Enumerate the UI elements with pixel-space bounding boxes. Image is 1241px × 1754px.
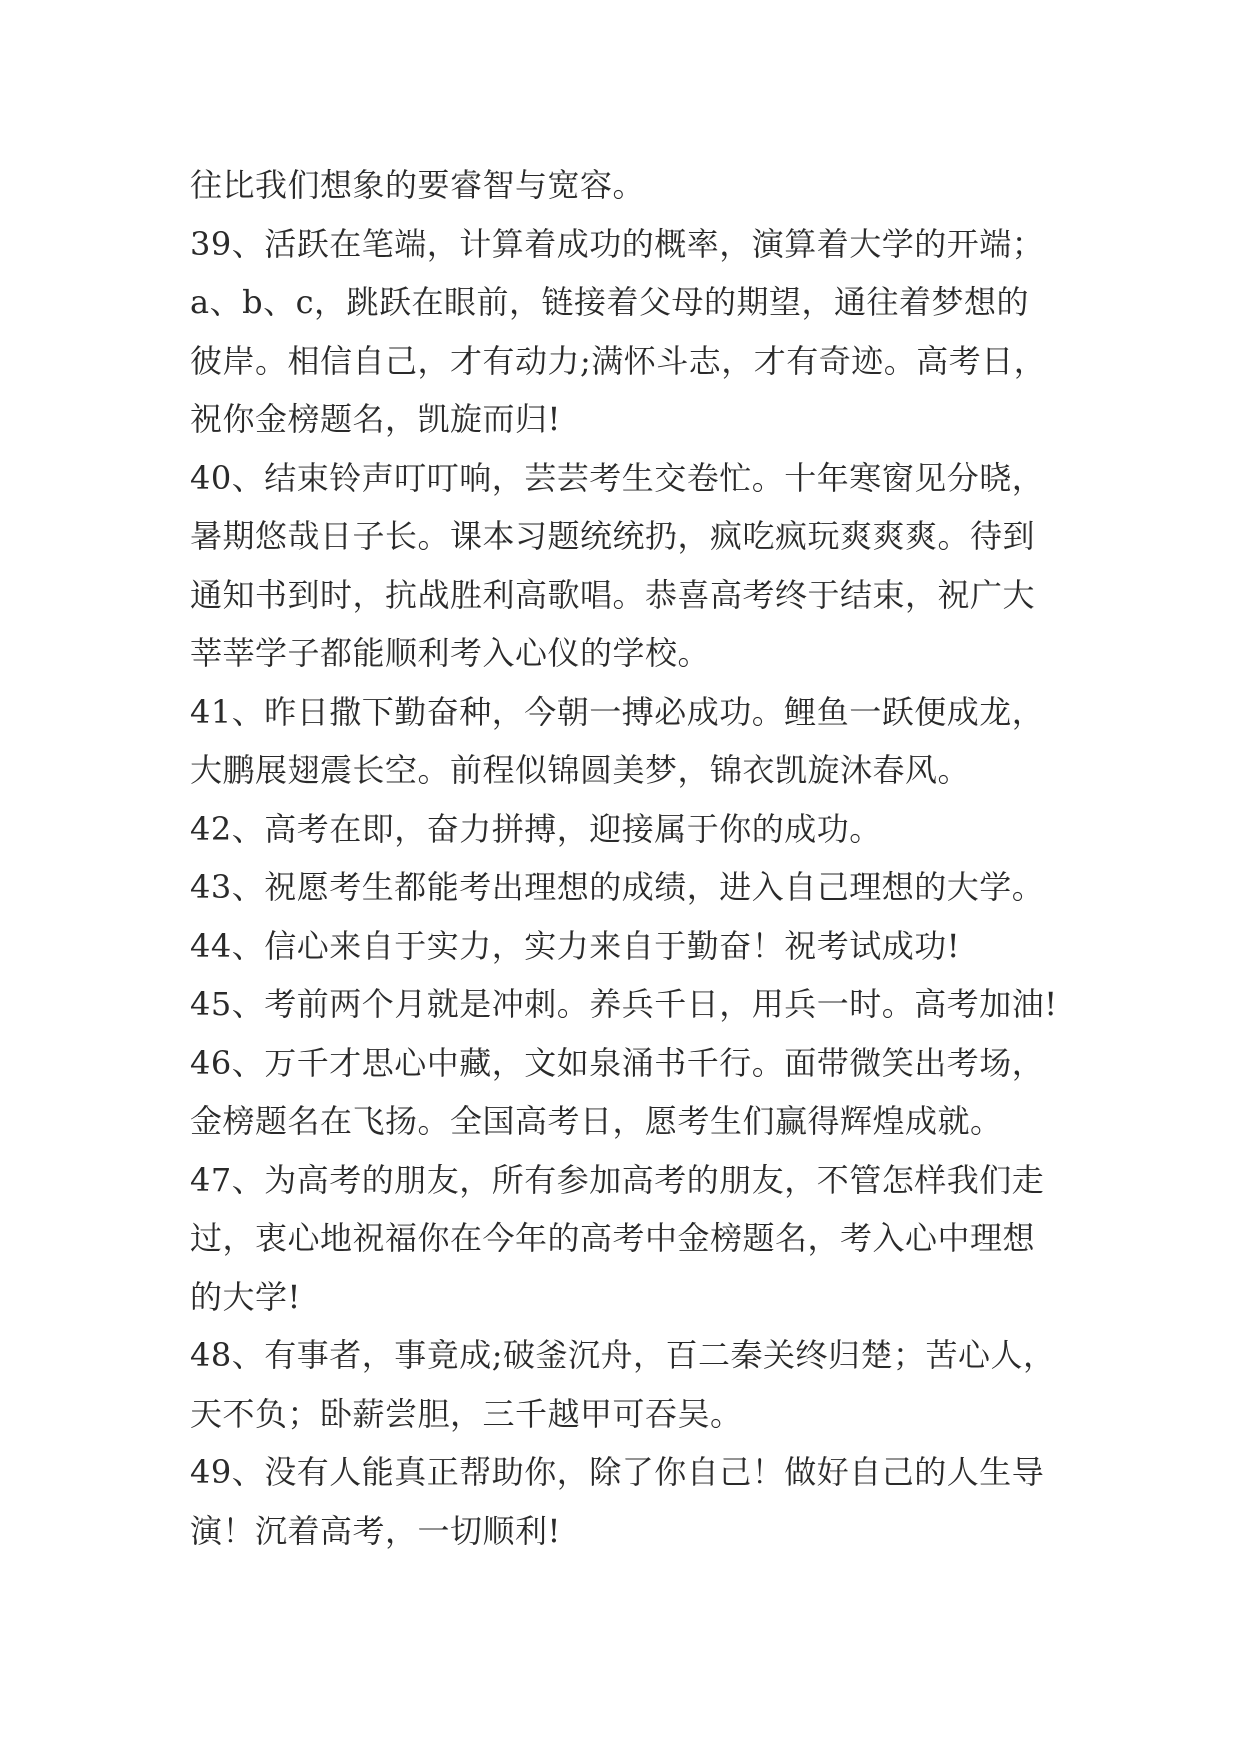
text-line: 莘莘学子都能顺利考入心仪的学校。 — [190, 634, 711, 672]
text-line: 43、祝愿考生都能考出理想的成绩，进入自己理想的大学。 — [190, 868, 1045, 906]
text-line: 演！沉着高考，一切顺利! — [190, 1511, 561, 1550]
text-line: 41、昨日撒下勤奋种，今朝一搏必成功。鲤鱼一跃便成龙， — [190, 692, 1045, 731]
text-line: a、b、c，跳跃在眼前，链接着父母的期望，通往着梦想的 — [190, 283, 1029, 321]
text-line: 40、结束铃声叮叮响，芸芸考生交卷忙。十年寒窗见分晓， — [190, 458, 1045, 497]
text-line: 49、没有人能真正帮助你，除了你自己！做好自己的人生导 — [190, 1453, 1045, 1491]
text-line: 过，衷心地祝福你在今年的高考中金榜题名，考入心中理想 — [190, 1219, 1036, 1257]
text-line: 45、考前两个月就是冲刺。养兵千日，用兵一时。高考加油! — [190, 985, 1058, 1023]
text-line: 44、信心来自于实力，实力来自于勤奋！祝考试成功! — [190, 926, 961, 965]
text-line: 往比我们想象的要睿智与宽容。 — [190, 166, 646, 204]
text-line: 彼岸。相信自己，才有动力;满怀斗志，才有奇迹。高考日， — [190, 341, 1047, 380]
text-line: 的大学! — [190, 1277, 301, 1316]
text-line: 通知书到时，抗战胜利高歌唱。恭喜高考终于结束，祝广大 — [190, 575, 1036, 614]
text-line: 47、为高考的朋友，所有参加高考的朋友，不管怎样我们走 — [190, 1160, 1045, 1199]
text-line: 46、万千才思心中藏，文如泉涌书千行。面带微笑出考场， — [190, 1043, 1045, 1082]
text-line: 39、活跃在笔端，计算着成功的概率，演算着大学的开端； — [190, 224, 1045, 263]
text-line: 天不负；卧薪尝胆，三千越甲可吞吴。 — [190, 1394, 743, 1433]
text-line: 大鹏展翅震长空。前程似锦圆美梦，锦衣凯旋沐春风。 — [190, 751, 971, 789]
text-line: 48、有事者，事竟成;破釜沉舟，百二秦关终归楚；苦心人， — [190, 1336, 1056, 1374]
text-line: 祝你金榜题名，凯旋而归! — [190, 400, 561, 438]
document-body — [190, 156, 1070, 1560]
text-line: 金榜题名在飞扬。全国高考日，愿考生们赢得辉煌成就。 — [190, 1102, 1003, 1140]
text-line: 42、高考在即，奋力拼搏，迎接属于你的成功。 — [190, 809, 882, 848]
text-line: 暑期悠哉日子长。课本习题统统扔，疯吃疯玩爽爽爽。待到 — [190, 517, 1036, 555]
